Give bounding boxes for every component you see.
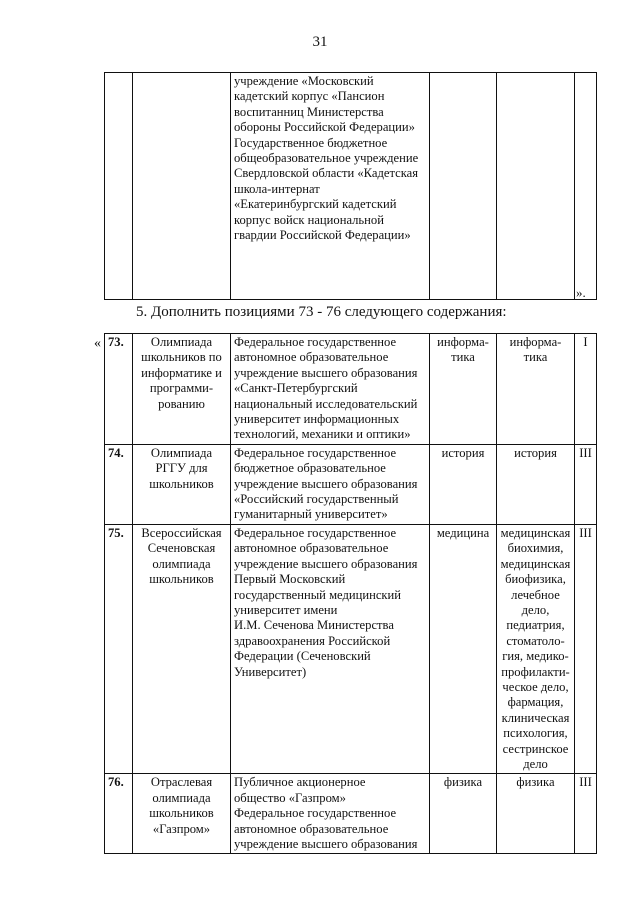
cell-olympiad-name: Всероссийская Сеченовская олимпиада школьников bbox=[133, 524, 231, 774]
table-row bbox=[105, 774, 597, 854]
cell-number: 75. bbox=[105, 524, 133, 774]
cell-empty bbox=[497, 73, 575, 300]
cell-empty bbox=[430, 73, 497, 300]
table-row bbox=[105, 73, 597, 300]
table-row bbox=[105, 334, 597, 445]
cell-profile: история bbox=[497, 444, 575, 524]
opening-quote: « bbox=[94, 336, 101, 351]
cell-level: III bbox=[575, 774, 597, 854]
cell-empty bbox=[133, 73, 231, 300]
cell-subject: информа- тика bbox=[430, 334, 497, 445]
continued-table bbox=[104, 72, 597, 300]
cell-profile: информа- тика bbox=[497, 334, 575, 445]
closing-quote: ». bbox=[576, 285, 586, 300]
cell-subject: медицина bbox=[430, 524, 497, 774]
cell-olympiad-name: Олимпиада РГГУ для школьников bbox=[133, 444, 231, 524]
cell-level: III bbox=[575, 524, 597, 774]
cell-number: 74. bbox=[105, 444, 133, 524]
cell-olympiad-name: Олимпиада школьников по информатике и программи-рованию bbox=[133, 334, 231, 445]
cell-level: III bbox=[575, 444, 597, 524]
cell-olympiad-name: Отраслевая олимпиада школьников «Газпром» bbox=[133, 774, 231, 854]
cell-organization: Федеральное государственное автономное образовательное учреждение высшего образования Первый Московский государственный медицинский университет имени И.М. Сеченова Министерства здравоохранения Российской Федерации (Сеченовский Университет) bbox=[231, 524, 430, 774]
cell-subject: история bbox=[430, 444, 497, 524]
table-row bbox=[105, 524, 597, 774]
cell-empty bbox=[575, 73, 597, 300]
page-number: 31 bbox=[312, 34, 328, 50]
cell-profile: физика bbox=[497, 774, 575, 854]
cell-empty bbox=[105, 73, 133, 300]
cell-number: 76. bbox=[105, 774, 133, 854]
cell-organization: Федеральное государственное бюджетное образовательное учреждение высшего образования «Российский государственный гуманитарный университет» bbox=[231, 444, 430, 524]
positions-table bbox=[104, 333, 597, 854]
instruction-text: 5. Дополнить позициями 73 - 76 следующего содержания: bbox=[136, 304, 507, 320]
cell-organization: Публичное акционерное общество «Газпром» Федеральное государственное автономное образовательное учреждение высшего образования bbox=[231, 774, 430, 854]
cell-profile: медицинская биохимия, медицинская биофизика, лечебное дело, педиатрия, стоматоло- гия, медико- профилакти- ческое дело, фармация, клиническая психология, сестринское дело bbox=[497, 524, 575, 774]
table-row bbox=[105, 444, 597, 524]
cell-level: I bbox=[575, 334, 597, 445]
cell-number: 73. bbox=[105, 334, 133, 445]
cell-subject: физика bbox=[430, 774, 497, 854]
cell-organization: Федеральное государственное автономное образовательное учреждение высшего образования «Санкт-Петербургский национальный исследовательский университет информационных технологий, механики и оптики» bbox=[231, 334, 430, 445]
cell-organization: учреждение «Московский кадетский корпус «Пансион воспитанниц Министерства обороны Российской Федерации» Государственное бюджетное общеобразовательное учреждение Свердловской области «Кадетская школа-интернат «Екатеринбургский кадетский корпус войск национальной гвардии Российской Федерации» bbox=[231, 73, 430, 300]
